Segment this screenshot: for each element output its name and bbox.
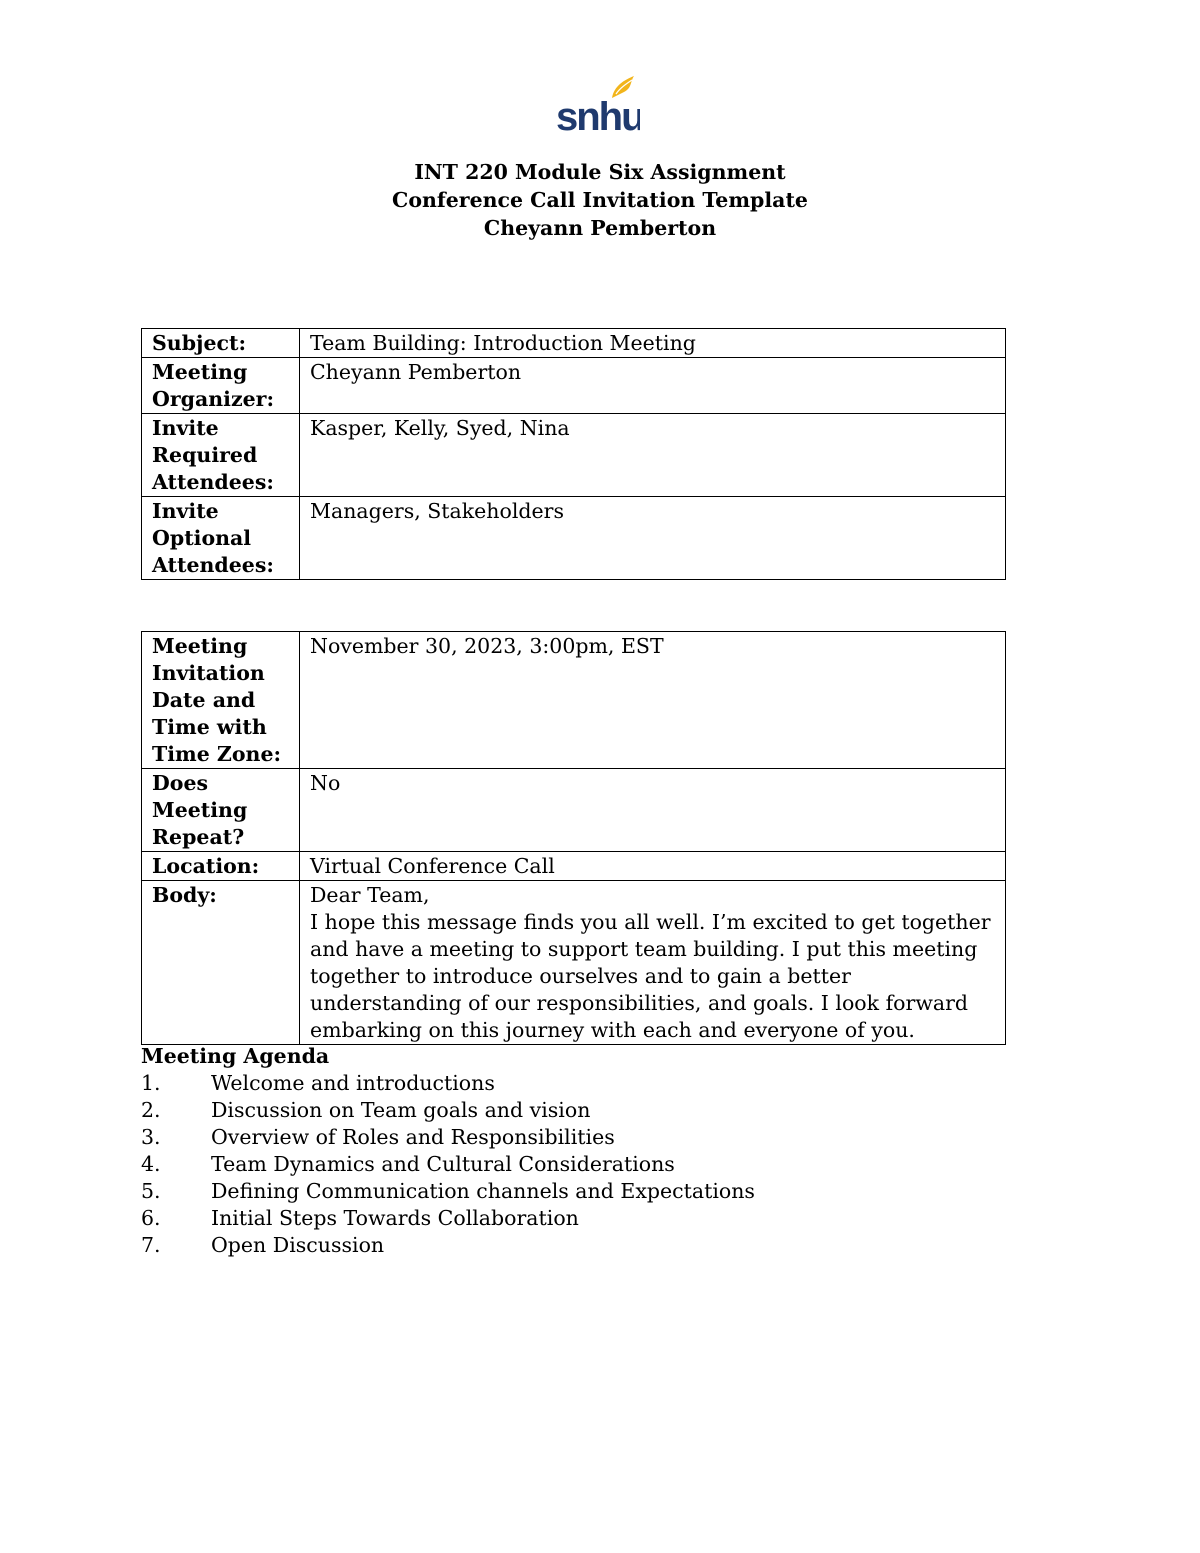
optional-attendees-row bbox=[142, 497, 1006, 580]
optional-attendees-value: Managers, Stakeholders bbox=[300, 497, 1006, 580]
agenda-item-number: 1. bbox=[141, 1071, 161, 1095]
location-row bbox=[142, 852, 1006, 881]
agenda-item-text: Discussion on Team goals and vision bbox=[211, 1098, 591, 1122]
agenda-item-number: 4. bbox=[141, 1152, 161, 1176]
agenda-list bbox=[141, 1070, 1006, 1259]
location-label: Location: bbox=[142, 852, 300, 881]
subject-label: Subject: bbox=[142, 329, 300, 358]
agenda-item bbox=[141, 1205, 1006, 1232]
agenda-item-number: 2. bbox=[141, 1098, 161, 1122]
agenda-item bbox=[141, 1232, 1006, 1259]
datetime-label: Meeting Invitation Date and Time with Time Zone: bbox=[142, 632, 300, 769]
datetime-row bbox=[142, 632, 1006, 769]
organizer-value: Cheyann Pemberton bbox=[300, 358, 1006, 414]
invitation-table-details bbox=[141, 631, 1006, 1045]
agenda-item bbox=[141, 1097, 1006, 1124]
organizer-label: Meeting Organizer: bbox=[142, 358, 300, 414]
body-value bbox=[300, 881, 1006, 1045]
subject-value: Team Building: Introduction Meeting bbox=[300, 329, 1006, 358]
course-title: INT 220 Module Six Assignment bbox=[414, 160, 786, 184]
agenda-item-text: Initial Steps Towards Collaboration bbox=[211, 1206, 579, 1230]
body-greeting: Dear Team, bbox=[310, 883, 430, 907]
template-title: Conference Call Invitation Template bbox=[392, 188, 808, 212]
meeting-agenda bbox=[141, 1043, 1006, 1259]
agenda-item bbox=[141, 1151, 1006, 1178]
agenda-item-text: Open Discussion bbox=[211, 1233, 385, 1257]
agenda-item-text: Welcome and introductions bbox=[211, 1071, 495, 1095]
snhu-logo bbox=[554, 72, 640, 136]
agenda-item-text: Team Dynamics and Cultural Considerations bbox=[211, 1152, 675, 1176]
datetime-value: November 30, 2023, 3:00pm, EST bbox=[300, 632, 1006, 769]
organizer-row bbox=[142, 358, 1006, 414]
location-value: Virtual Conference Call bbox=[300, 852, 1006, 881]
document-title-block bbox=[0, 158, 1200, 242]
optional-attendees-label: Invite Optional Attendees: bbox=[142, 497, 300, 580]
agenda-item-number: 5. bbox=[141, 1179, 161, 1203]
snhu-logo-graphic bbox=[554, 72, 640, 136]
agenda-item-number: 6. bbox=[141, 1206, 161, 1230]
agenda-item-number: 7. bbox=[141, 1233, 161, 1257]
repeat-row bbox=[142, 769, 1006, 852]
repeat-value: No bbox=[300, 769, 1006, 852]
agenda-item-number: 3. bbox=[141, 1125, 161, 1149]
agenda-item-text: Defining Communication channels and Expectations bbox=[211, 1179, 755, 1203]
repeat-label: Does Meeting Repeat? bbox=[142, 769, 300, 852]
agenda-title: Meeting Agenda bbox=[141, 1044, 330, 1068]
required-attendees-row bbox=[142, 414, 1006, 497]
body-text: I hope this message finds you all well. I’m excited to get together and have a meeting to support team building. I put this meeting together to introduce ourselves and to gain a better understanding of our responsibilities, and goals. I look forward embarking on this journey with each and everyone of you. bbox=[310, 910, 991, 1042]
required-attendees-value: Kasper, Kelly, Syed, Nina bbox=[300, 414, 1006, 497]
agenda-item bbox=[141, 1124, 1006, 1151]
required-attendees-label: Invite Required Attendees: bbox=[142, 414, 300, 497]
invitation-table-attendees bbox=[141, 328, 1006, 580]
author-name: Cheyann Pemberton bbox=[483, 216, 717, 240]
svg-text:snhu: snhu bbox=[556, 95, 640, 136]
body-row bbox=[142, 881, 1006, 1045]
agenda-item bbox=[141, 1070, 1006, 1097]
agenda-item-text: Overview of Roles and Responsibilities bbox=[211, 1125, 615, 1149]
agenda-item bbox=[141, 1178, 1006, 1205]
subject-row bbox=[142, 329, 1006, 358]
body-label: Body: bbox=[142, 881, 300, 1045]
